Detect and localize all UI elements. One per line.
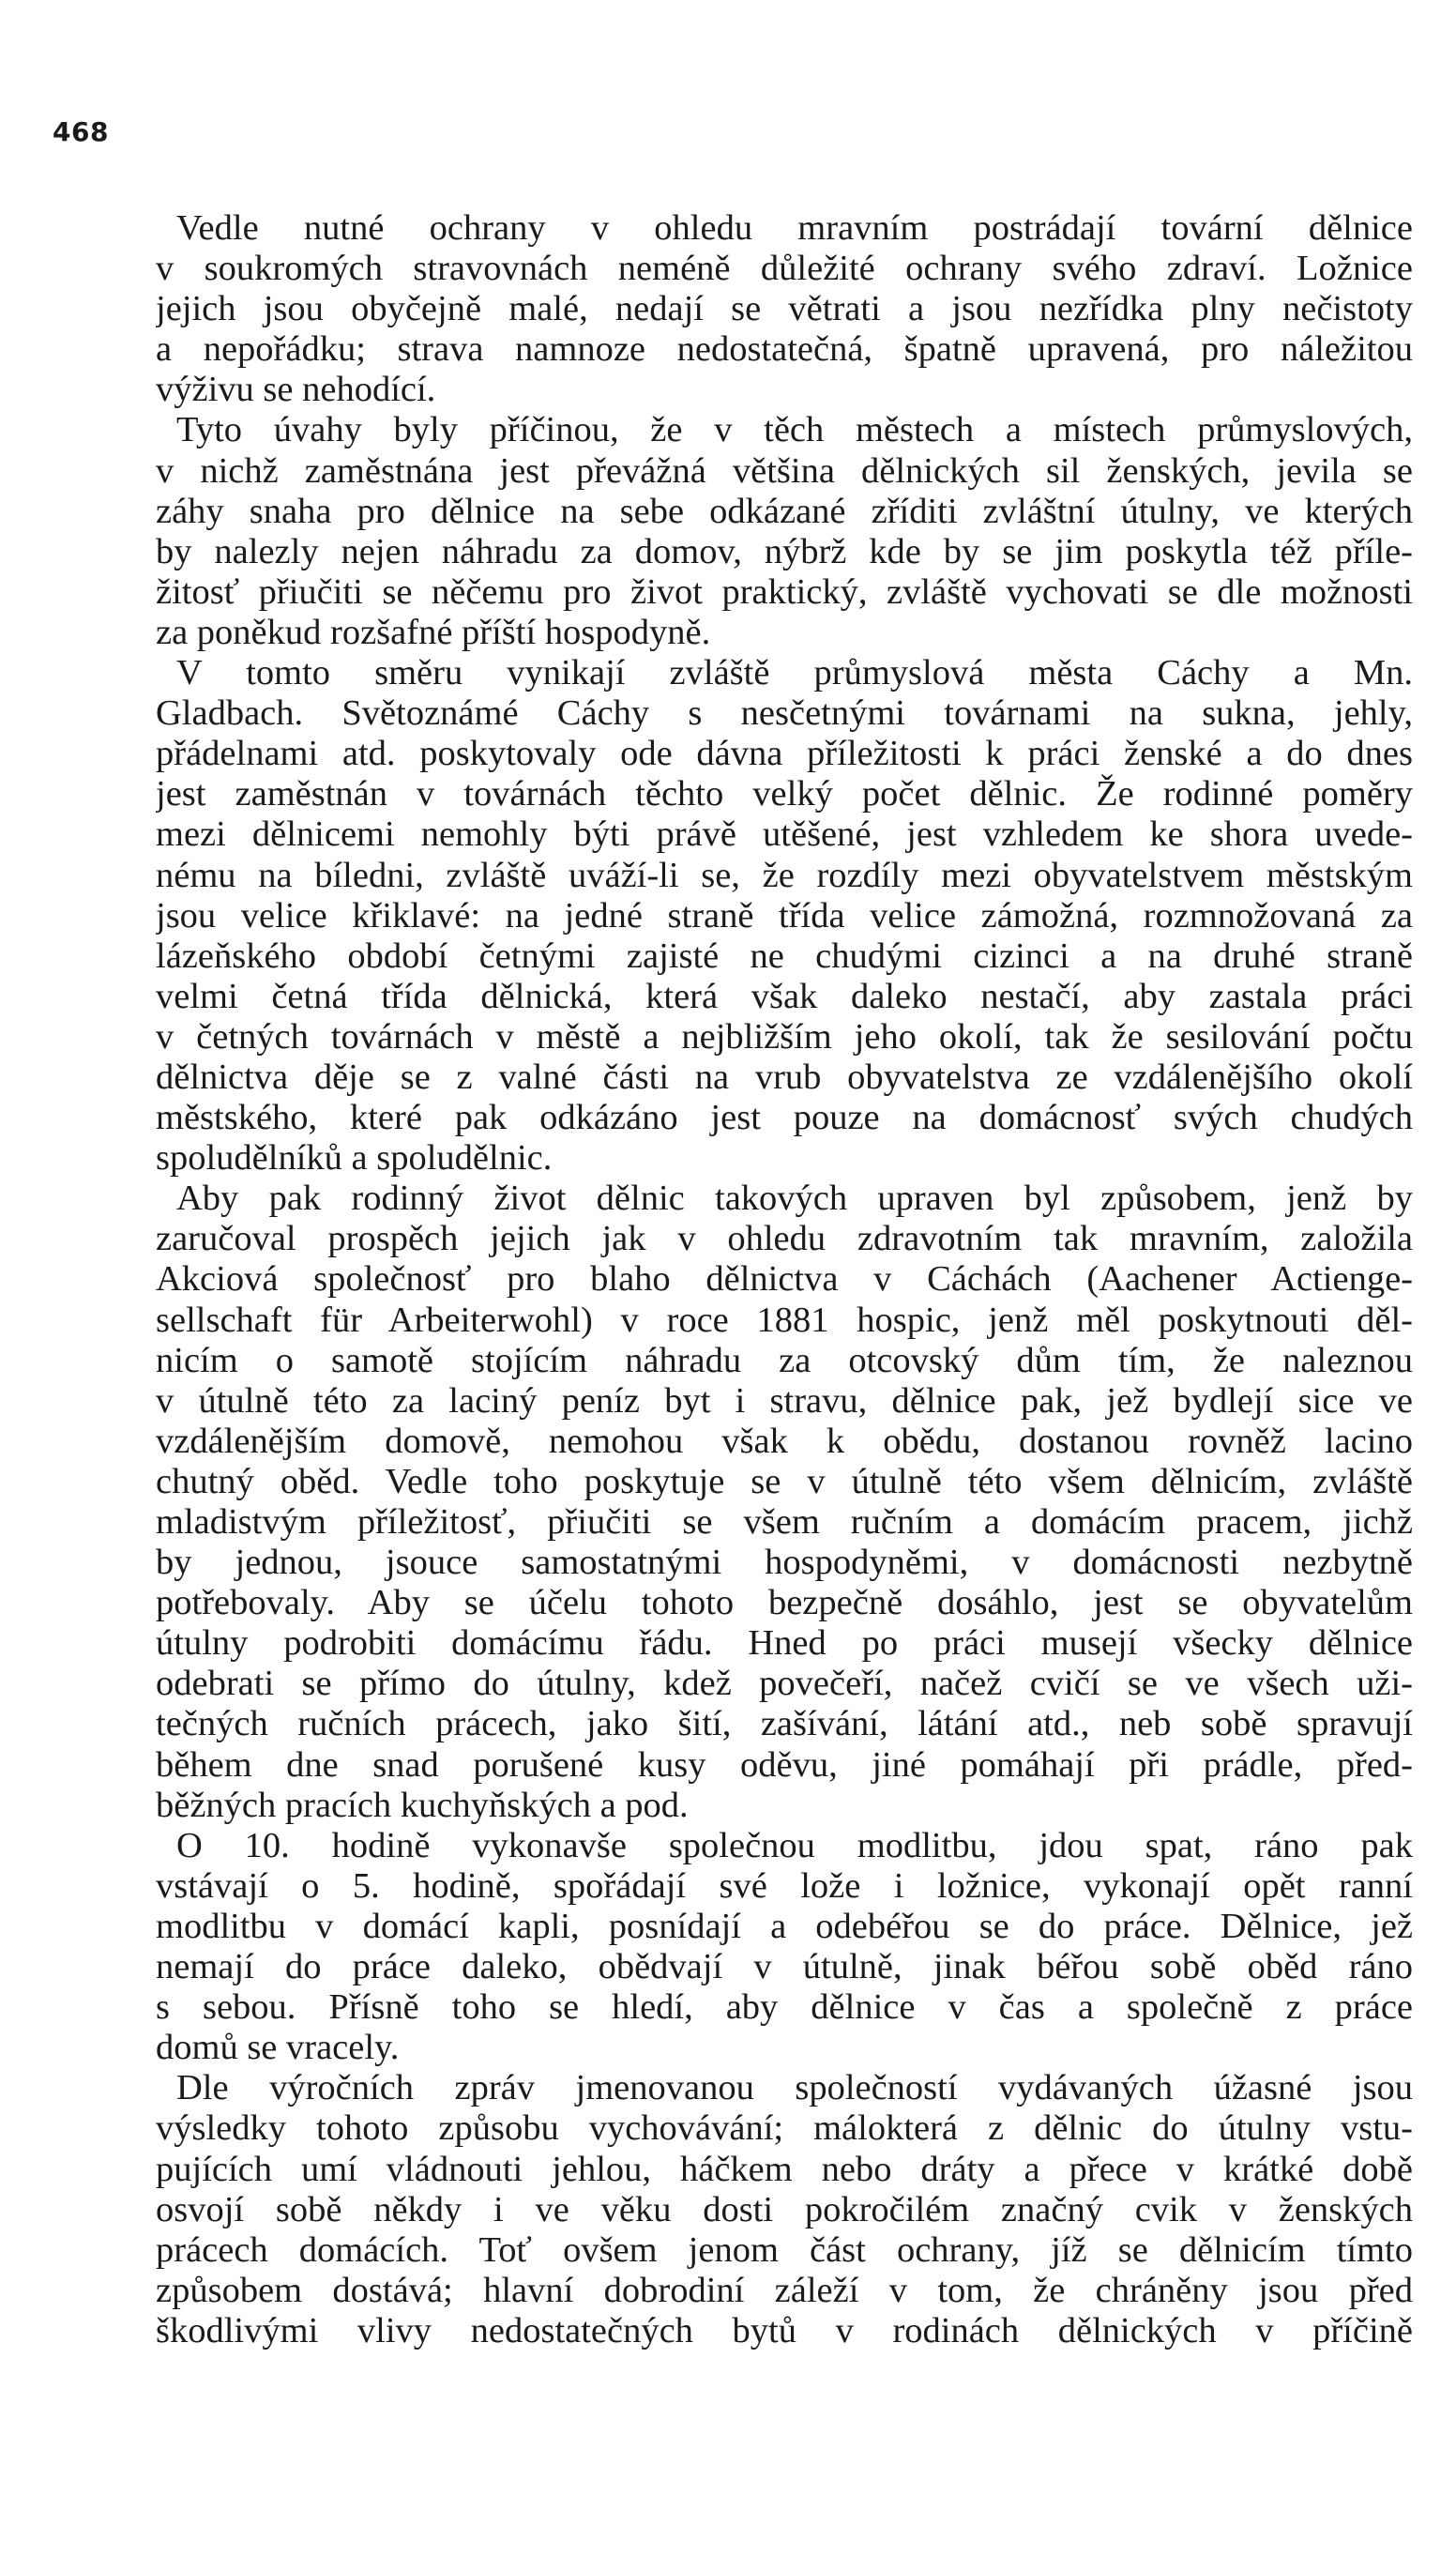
text-line: by nalezly nejen náhradu za domov, nýbrž kde by se jim poskytla též příle-	[156, 531, 1413, 571]
text-line: přádelnami atd. poskytovaly ode dávna příležitosti k práci ženské a do dnes	[156, 734, 1413, 774]
text-line: domů se vracely.	[156, 2028, 400, 2068]
text-line: v útulně této za laciný peníz byt i stravu, dělnice pak, jež bydlejí sice ve	[156, 1380, 1413, 1421]
text-line: s sebou. Přísně toho se hledí, aby dělnice v čas a společně z práce	[156, 1987, 1413, 2028]
text-line: lázeňského období četnými zajisté ne chudými cizinci a na druhé straně	[156, 936, 1413, 976]
text-line: jest zaměstnán v továrnách těchto velký počet dělnic. Že rodinné poměry	[156, 774, 1413, 814]
text-line: a nepořádku; strava namnoze nedostatečná, špatně upravená, pro náležitou	[156, 329, 1413, 370]
text-line: jsou velice křiklavé: na jedné straně třída velice zámožná, rozmnožovaná za	[156, 895, 1413, 936]
text-line: Tyto úvahy byly příčinou, že v těch městech a místech průmyslových,	[176, 410, 1413, 450]
text-line: v soukromých stravovnách neméně důležité ochrany svého zdraví. Ložnice	[156, 249, 1413, 289]
text-line: pujících umí vládnouti jehlou, háčkem nebo dráty a přece v krátké době	[156, 2149, 1413, 2189]
text-line: Vedle nutné ochrany v ohledu mravním postrádají tovární dělnice	[176, 208, 1413, 248]
text-line: nemají do práce daleko, obědvají v útulně, jinak béřou sobě oběd ráno	[156, 1947, 1413, 1987]
text-line: spoludělníků a spoludělnic.	[156, 1138, 553, 1179]
text-line: za poněkud rozšafné příští hospodyně.	[156, 612, 711, 652]
text-line: nicím o samotě stojícím náhradu za otcovský dům tím, že naleznou	[156, 1340, 1413, 1380]
text-line: dělnictva děje se z valné části na vrub obyvatelstva ze vzdálenějšího okolí	[156, 1057, 1413, 1097]
text-line: útulny podrobiti domácímu řádu. Hned po práci musejí všecky dělnice	[156, 1623, 1413, 1664]
text-line: zaručoval prospěch jejich jak v ohledu zdravotním tak mravním, založila	[156, 1219, 1413, 1259]
text-line: O 10. hodině vykonavše společnou modlitbu, jdou spat, ráno pak	[176, 1825, 1413, 1865]
page-number: 468	[53, 116, 109, 147]
text-line: prácech domácích. Toť ovšem jenom část ochrany, jíž se dělnicím tímto	[156, 2229, 1413, 2270]
text-line: způsobem dostává; hlavní dobrodiní záleží v tom, že chráněny jsou před	[156, 2270, 1413, 2310]
text-line: Dle výročních zpráv jmenovanou společností vydávaných úžasné jsou	[176, 2068, 1413, 2108]
text-line: osvojí sobě někdy i ve věku dosti pokročilém značný cvik v ženských	[156, 2189, 1413, 2229]
text-line: Gladbach. Světoznámé Cáchy s nesčetnými továrnami na sukna, jehly,	[156, 693, 1413, 734]
text-line: sellschaft für Arbeiterwohl) v roce 1881 hospic, jenž měl poskytnouti děl-	[156, 1300, 1413, 1340]
body-text	[156, 208, 1413, 2351]
text-line: žitosť přiučiti se něčemu pro život praktický, zvláště vychovati se dle možnosti	[156, 571, 1413, 612]
text-line: velmi četná třída dělnická, která však daleko nestačí, aby zastala práci	[156, 976, 1413, 1016]
text-line: vstávají o 5. hodině, spořádají své lože i ložnice, vykonají opět ranní	[156, 1865, 1413, 1906]
text-line: chutný oběd. Vedle toho poskytuje se v útulně této všem dělnicím, zvláště	[156, 1461, 1413, 1501]
text-line: Akciová společnosť pro blaho dělnictva v Cáchách (Aachener Actienge-	[156, 1259, 1413, 1300]
text-line: záhy snaha pro dělnice na sebe odkázané zříditi zvláštní útulny, ve kterých	[156, 491, 1413, 531]
text-line: běžných pracích kuchyňských a pod.	[156, 1785, 689, 1825]
text-line: výživu se nehodící.	[156, 370, 436, 410]
text-line: modlitbu v domácí kapli, posnídají a odebéřou se do práce. Dělnice, jež	[156, 1906, 1413, 1946]
text-line: V tomto směru vynikají zvláště průmyslová města Cáchy a Mn.	[176, 653, 1413, 693]
text-line: v četných továrnách v městě a nejbližším jeho okolí, tak že sesilování počtu	[156, 1016, 1413, 1057]
text-line: v nichž zaměstnána jest převážná většina dělnických sil ženských, jevila se	[156, 450, 1413, 491]
text-line: mladistvým příležitosť, přiučiti se všem ručním a domácím pracem, jichž	[156, 1502, 1413, 1542]
text-line: by jednou, jsouce samostatnými hospodyněmi, v domácnosti nezbytně	[156, 1543, 1413, 1583]
text-line: výsledky tohoto způsobu vychovávání; málokterá z dělnic do útulny vstu-	[156, 2108, 1413, 2149]
text-line: škodlivými vlivy nedostatečných bytů v rodinách dělnických v příčině	[156, 2310, 1413, 2350]
text-line: Aby pak rodinný život dělnic takových upraven byl způsobem, jenž by	[176, 1179, 1413, 1219]
text-line: vzdálenějším domově, nemohou však k obědu, dostanou rovněž lacino	[156, 1421, 1413, 1461]
text-line: během dne snad porušené kusy oděvu, jiné pomáhají při prádle, před-	[156, 1744, 1413, 1785]
text-line: jejich jsou obyčejně malé, nedají se větrati a jsou nezřídka plny nečistoty	[156, 289, 1413, 329]
text-line: potřebovaly. Aby se účelu tohoto bezpečně dosáhlo, jest se obyvatelům	[156, 1583, 1413, 1623]
text-line: odebrati se přímo do útulny, kdež povečeří, načež cvičí se ve všech uži-	[156, 1664, 1413, 1704]
text-line: mezi dělnicemi nemohly býti právě utěšené, jest vzhledem ke shora uvede-	[156, 814, 1413, 855]
text-line: městského, které pak odkázáno jest pouze na domácnosť svých chudých	[156, 1098, 1413, 1138]
text-line: nému na bíledni, zvláště uváží-li se, že rozdíly mezi obyvatelstvem městským	[156, 855, 1413, 895]
text-line: tečných ručních prácech, jako šití, zašívání, látání atd., neb sobě spravují	[156, 1704, 1413, 1744]
